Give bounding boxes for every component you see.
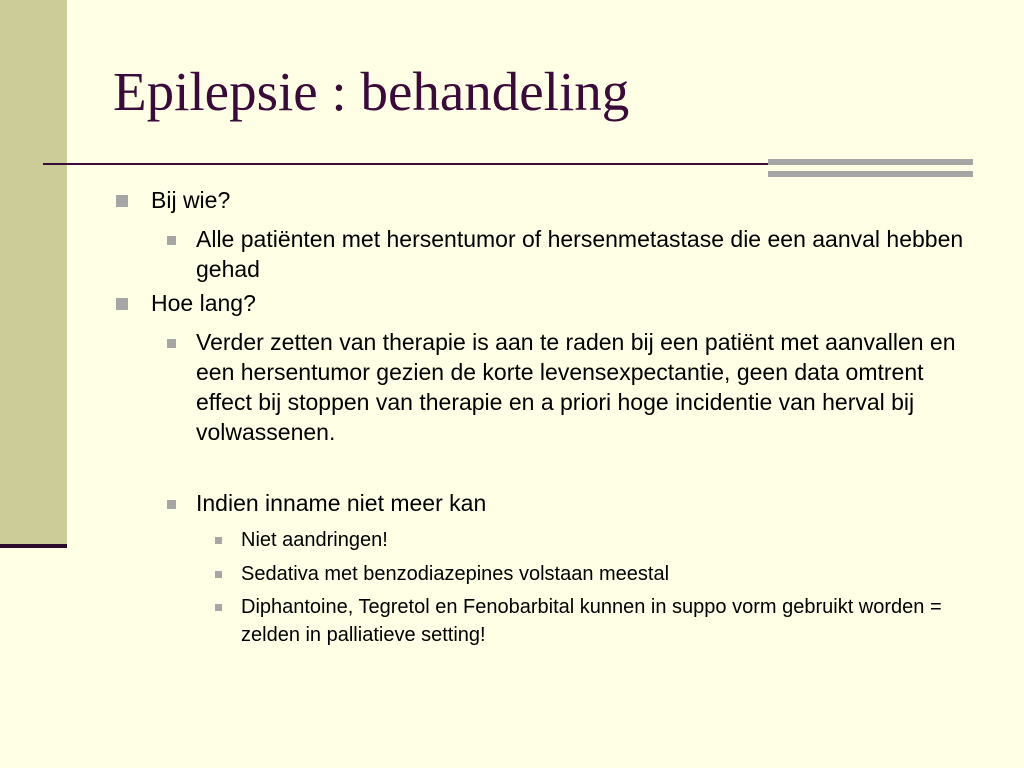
bullet-square-icon: [116, 298, 128, 310]
bullet-square-icon: [215, 604, 222, 611]
accent-bar-bottom: [768, 171, 973, 177]
bullet-square-icon: [167, 500, 176, 509]
bullet-level2-alle-patienten: Alle patiënten met hersentumor of hersenmetastase die een aanval hebben gehad: [196, 226, 964, 282]
bullet-square-icon: [167, 236, 176, 245]
bullet-level1-bij-wie: Bij wie?: [151, 187, 231, 213]
bullet-square-icon: [116, 195, 128, 207]
title-divider: [43, 163, 813, 165]
bullet-level1-hoe-lang: Hoe lang?: [151, 290, 256, 316]
bullet-level3-sedativa: Sedativa met benzodiazepines volstaan meestal: [241, 563, 670, 585]
bullet-level2-verder-zetten: Verder zetten van therapie is aan te raden bij een patiënt met aanvallen en een hersentumor gezien de korte levensexpectantie, geen data omtrent effect bij stoppen van therapie en a priori hoge incidentie van herval bij volwassenen.: [196, 329, 956, 445]
side-band-decoration: [0, 0, 67, 545]
bullet-square-icon: [215, 537, 222, 544]
bullet-square-icon: [167, 339, 176, 348]
bullet-level3-niet-aandringen: Niet aandringen!: [241, 529, 388, 551]
accent-bar-top: [768, 159, 973, 165]
bullet-level3-diphantoine: Diphantoine, Tegretol en Fenobarbital kunnen in suppo vorm gebruikt worden = zelden in palliatieve setting!: [241, 596, 942, 646]
side-band-underline: [0, 544, 67, 548]
slide-title: Epilepsie : behandeling: [113, 61, 630, 122]
bullet-level2-indien-inname: Indien inname niet meer kan: [196, 490, 487, 516]
bullet-square-icon: [215, 571, 222, 578]
